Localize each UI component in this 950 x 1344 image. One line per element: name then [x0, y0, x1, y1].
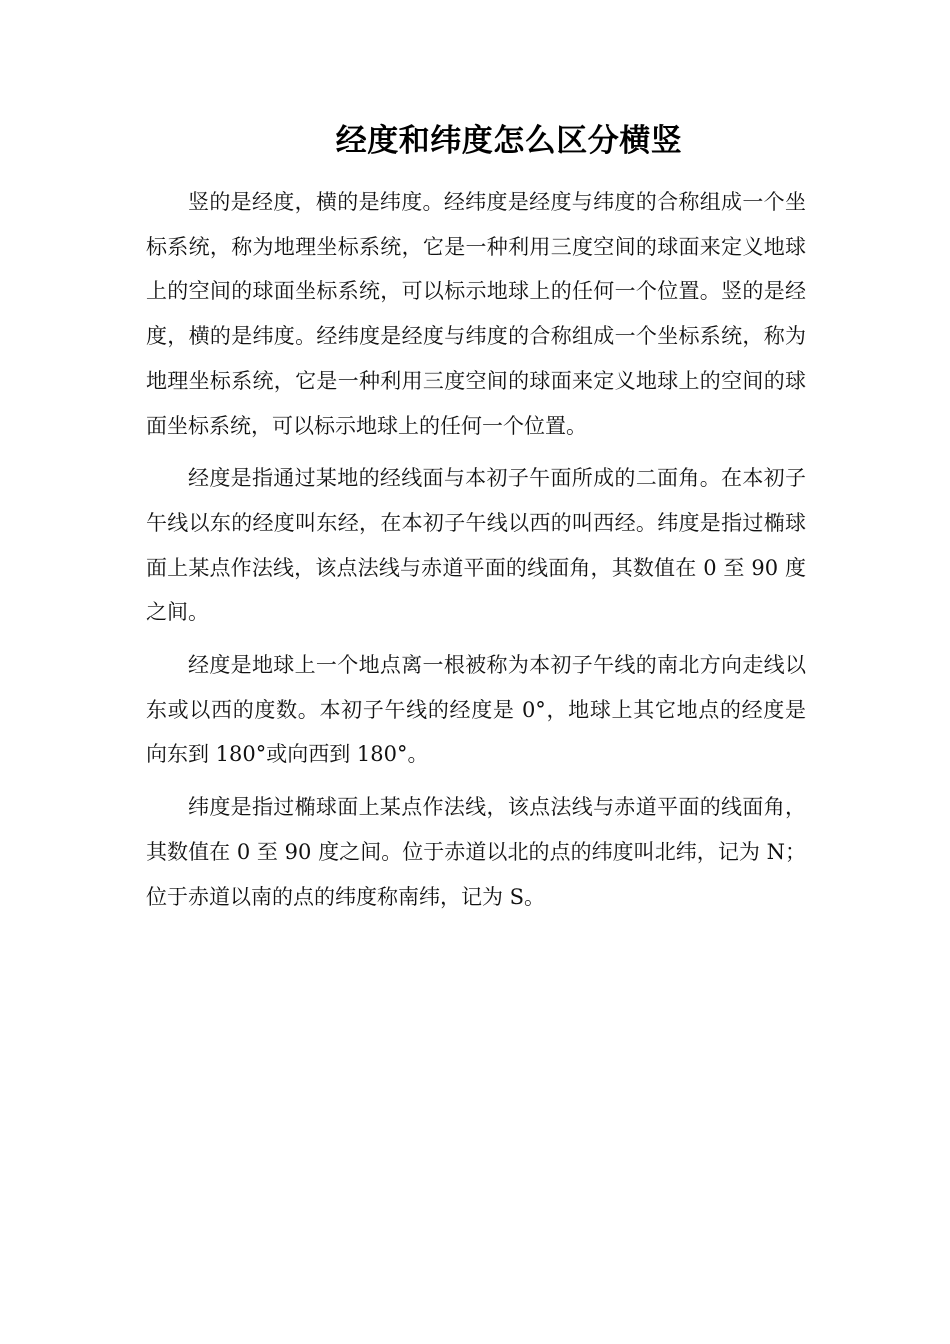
paragraph-3: 经度是地球上一个地点离一根被称为本初子午线的南北方向走线以东或以西的度数。本初子午线的经度是 0°，地球上其它地点的经度是向东到 180°或向西到 180°。 — [146, 653, 806, 767]
paragraph-1: 竖的是经度，横的是纬度。经纬度是经度与纬度的合称组成一个坐标系统，称为地理坐标系统，它是一种利用三度空间的球面来定义地球上的空间的球面坐标系统，可以标示地球上的任何一个位置。竖的是经度，横的是纬度。经纬度是经度与纬度的合称组成一个坐标系统，称为地理坐标系统，它是一种利用三度空间的球面来定义地球上的空间的球面坐标系统，可以标示地球上的任何一个位置。 — [146, 190, 806, 438]
paragraph-4: 纬度是指过椭球面上某点作法线，该点法线与赤道平面的线面角，其数值在 0 至 90 度之间。位于赤道以北的点的纬度叫北纬，记为 N；位于赤道以南的点的纬度称南纬，记为 S。 — [146, 795, 806, 909]
paragraph-2: 经度是指通过某地的经线面与本初子午面所成的二面角。在本初子午线以东的经度叫东经，在本初子午线以西的叫西经。纬度是指过椭球面上某点作法线，该点法线与赤道平面的线面角，其数值在 0 至 90 度之间。 — [146, 466, 806, 625]
document-body — [146, 180, 806, 927]
document-title: 经度和纬度怎么区分横竖 — [335, 123, 683, 159]
